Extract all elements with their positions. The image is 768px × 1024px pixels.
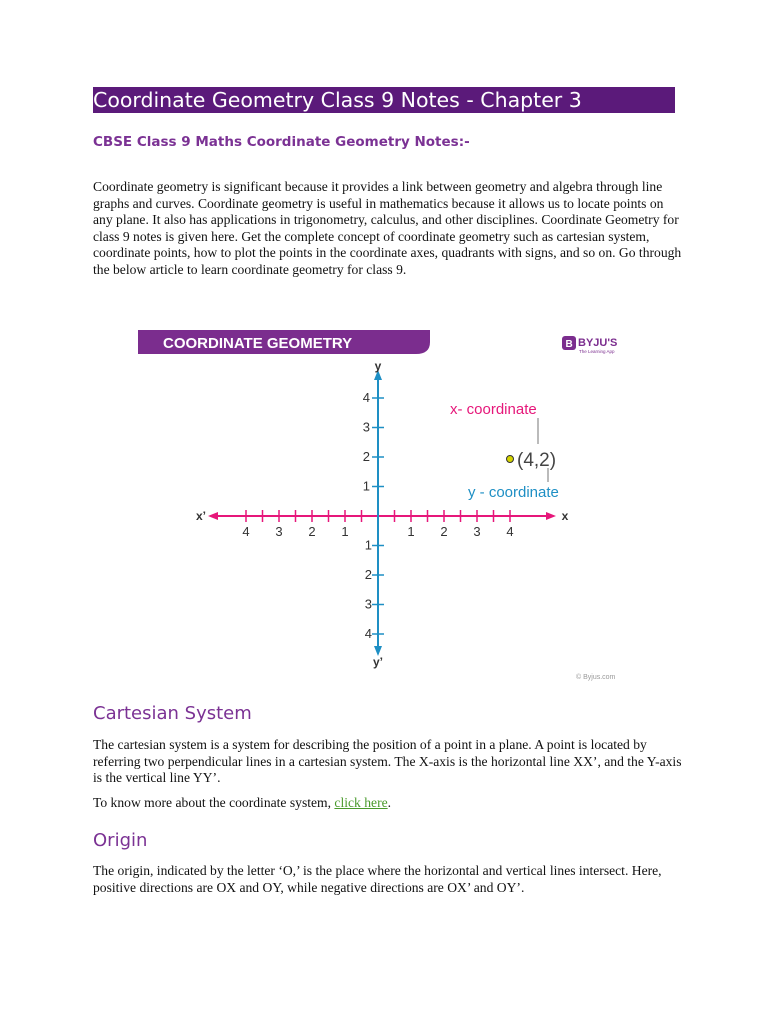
x-tick-label-negative: 3 bbox=[275, 524, 283, 539]
byjus-logo-letter: B bbox=[565, 339, 573, 350]
x-tick-label-negative: 4 bbox=[242, 524, 250, 539]
copyright-text: © Byjus.com bbox=[576, 674, 616, 681]
plotted-point-label: (4,2) bbox=[517, 450, 557, 471]
x-tick-label-positive: 4 bbox=[506, 524, 514, 539]
y-tick-label-positive: 1 bbox=[362, 478, 370, 494]
y-tick-label-positive: 4 bbox=[362, 390, 370, 405]
y-tick-label-negative: 1 bbox=[364, 537, 372, 553]
x-arrow-icon bbox=[546, 512, 556, 520]
y-prime-axis-label: y’ bbox=[372, 655, 384, 669]
coordinate-plane-svg bbox=[128, 322, 640, 690]
y-tick-label-negative: 2 bbox=[364, 567, 372, 582]
y-tick-label-negative: 3 bbox=[364, 596, 372, 612]
figure-banner-text: COORDINATE GEOMETRY bbox=[163, 335, 353, 352]
notes-subtitle: CBSE Class 9 Maths Coordinate Geometry Notes:- bbox=[93, 134, 470, 150]
cartesian-system-paragraph: The cartesian system is a system for describing the position of a point in a plane. A point is located by referring two perpendicular lines in a cartesian system. The X-axis is the horizontal line XX’, and the Y-axis is the vertical line YY’. bbox=[93, 737, 682, 786]
origin-paragraph: The origin, indicated by the letter ‘O,’ is the place where the horizontal and vertical lines intersect. Here, positive directions are OX and OY, while negative directions are OX’ and OY’. bbox=[93, 863, 662, 895]
brand-name: BYJU'S bbox=[578, 337, 618, 349]
y-tick-label-negative: 4 bbox=[364, 626, 372, 641]
know-more-paragraph bbox=[93, 795, 683, 812]
brand-tagline: The Learning App bbox=[579, 349, 615, 354]
plotted-point-marker bbox=[507, 456, 514, 463]
x-axis-label: x bbox=[561, 509, 569, 523]
coordinate-geometry-figure bbox=[128, 322, 640, 690]
x-coordinate-label: x- coordinate bbox=[450, 401, 537, 418]
x-tick-label-positive: 3 bbox=[473, 524, 481, 539]
x-prime-arrow-icon bbox=[208, 512, 218, 520]
y-axis-label: y bbox=[374, 359, 382, 373]
know-more-suffix: . bbox=[387, 795, 392, 810]
origin-heading: Origin bbox=[93, 830, 148, 851]
page-title: Coordinate Geometry Class 9 Notes - Chapter 3 bbox=[93, 87, 675, 113]
x-prime-axis-label: x’ bbox=[195, 509, 206, 523]
x-tick-label-positive: 2 bbox=[440, 524, 448, 539]
click-here-link[interactable]: click here bbox=[334, 795, 388, 810]
know-more-text: To know more about the coordinate system, bbox=[93, 795, 335, 810]
y-tick-label-positive: 2 bbox=[362, 449, 370, 464]
y-coordinate-label: y - coordinate bbox=[468, 484, 559, 501]
x-tick-label-negative: 2 bbox=[308, 524, 316, 539]
intro-paragraph: Coordinate geometry is significant because it provides a link between geometry and algebra through line graphs and curves. Coordinate geometry is useful in mathematics because it allows us to locate points on any plane. It also has applications in trigonometry, calculus, and other disciplines. Coordinate Geometry for class 9 notes is given here. Get the complete concept of coordinate geometry such as cartesian system, coordinate points, how to plot the points in the coordinate axes, quadrants with signs, and so on. Go through the below article to learn coordinate geometry for class 9. bbox=[93, 179, 682, 277]
x-tick-label-positive: 1 bbox=[407, 524, 415, 539]
y-tick-label-positive: 3 bbox=[362, 419, 370, 435]
cartesian-system-heading: Cartesian System bbox=[93, 703, 252, 724]
x-tick-label-negative: 1 bbox=[341, 524, 349, 539]
